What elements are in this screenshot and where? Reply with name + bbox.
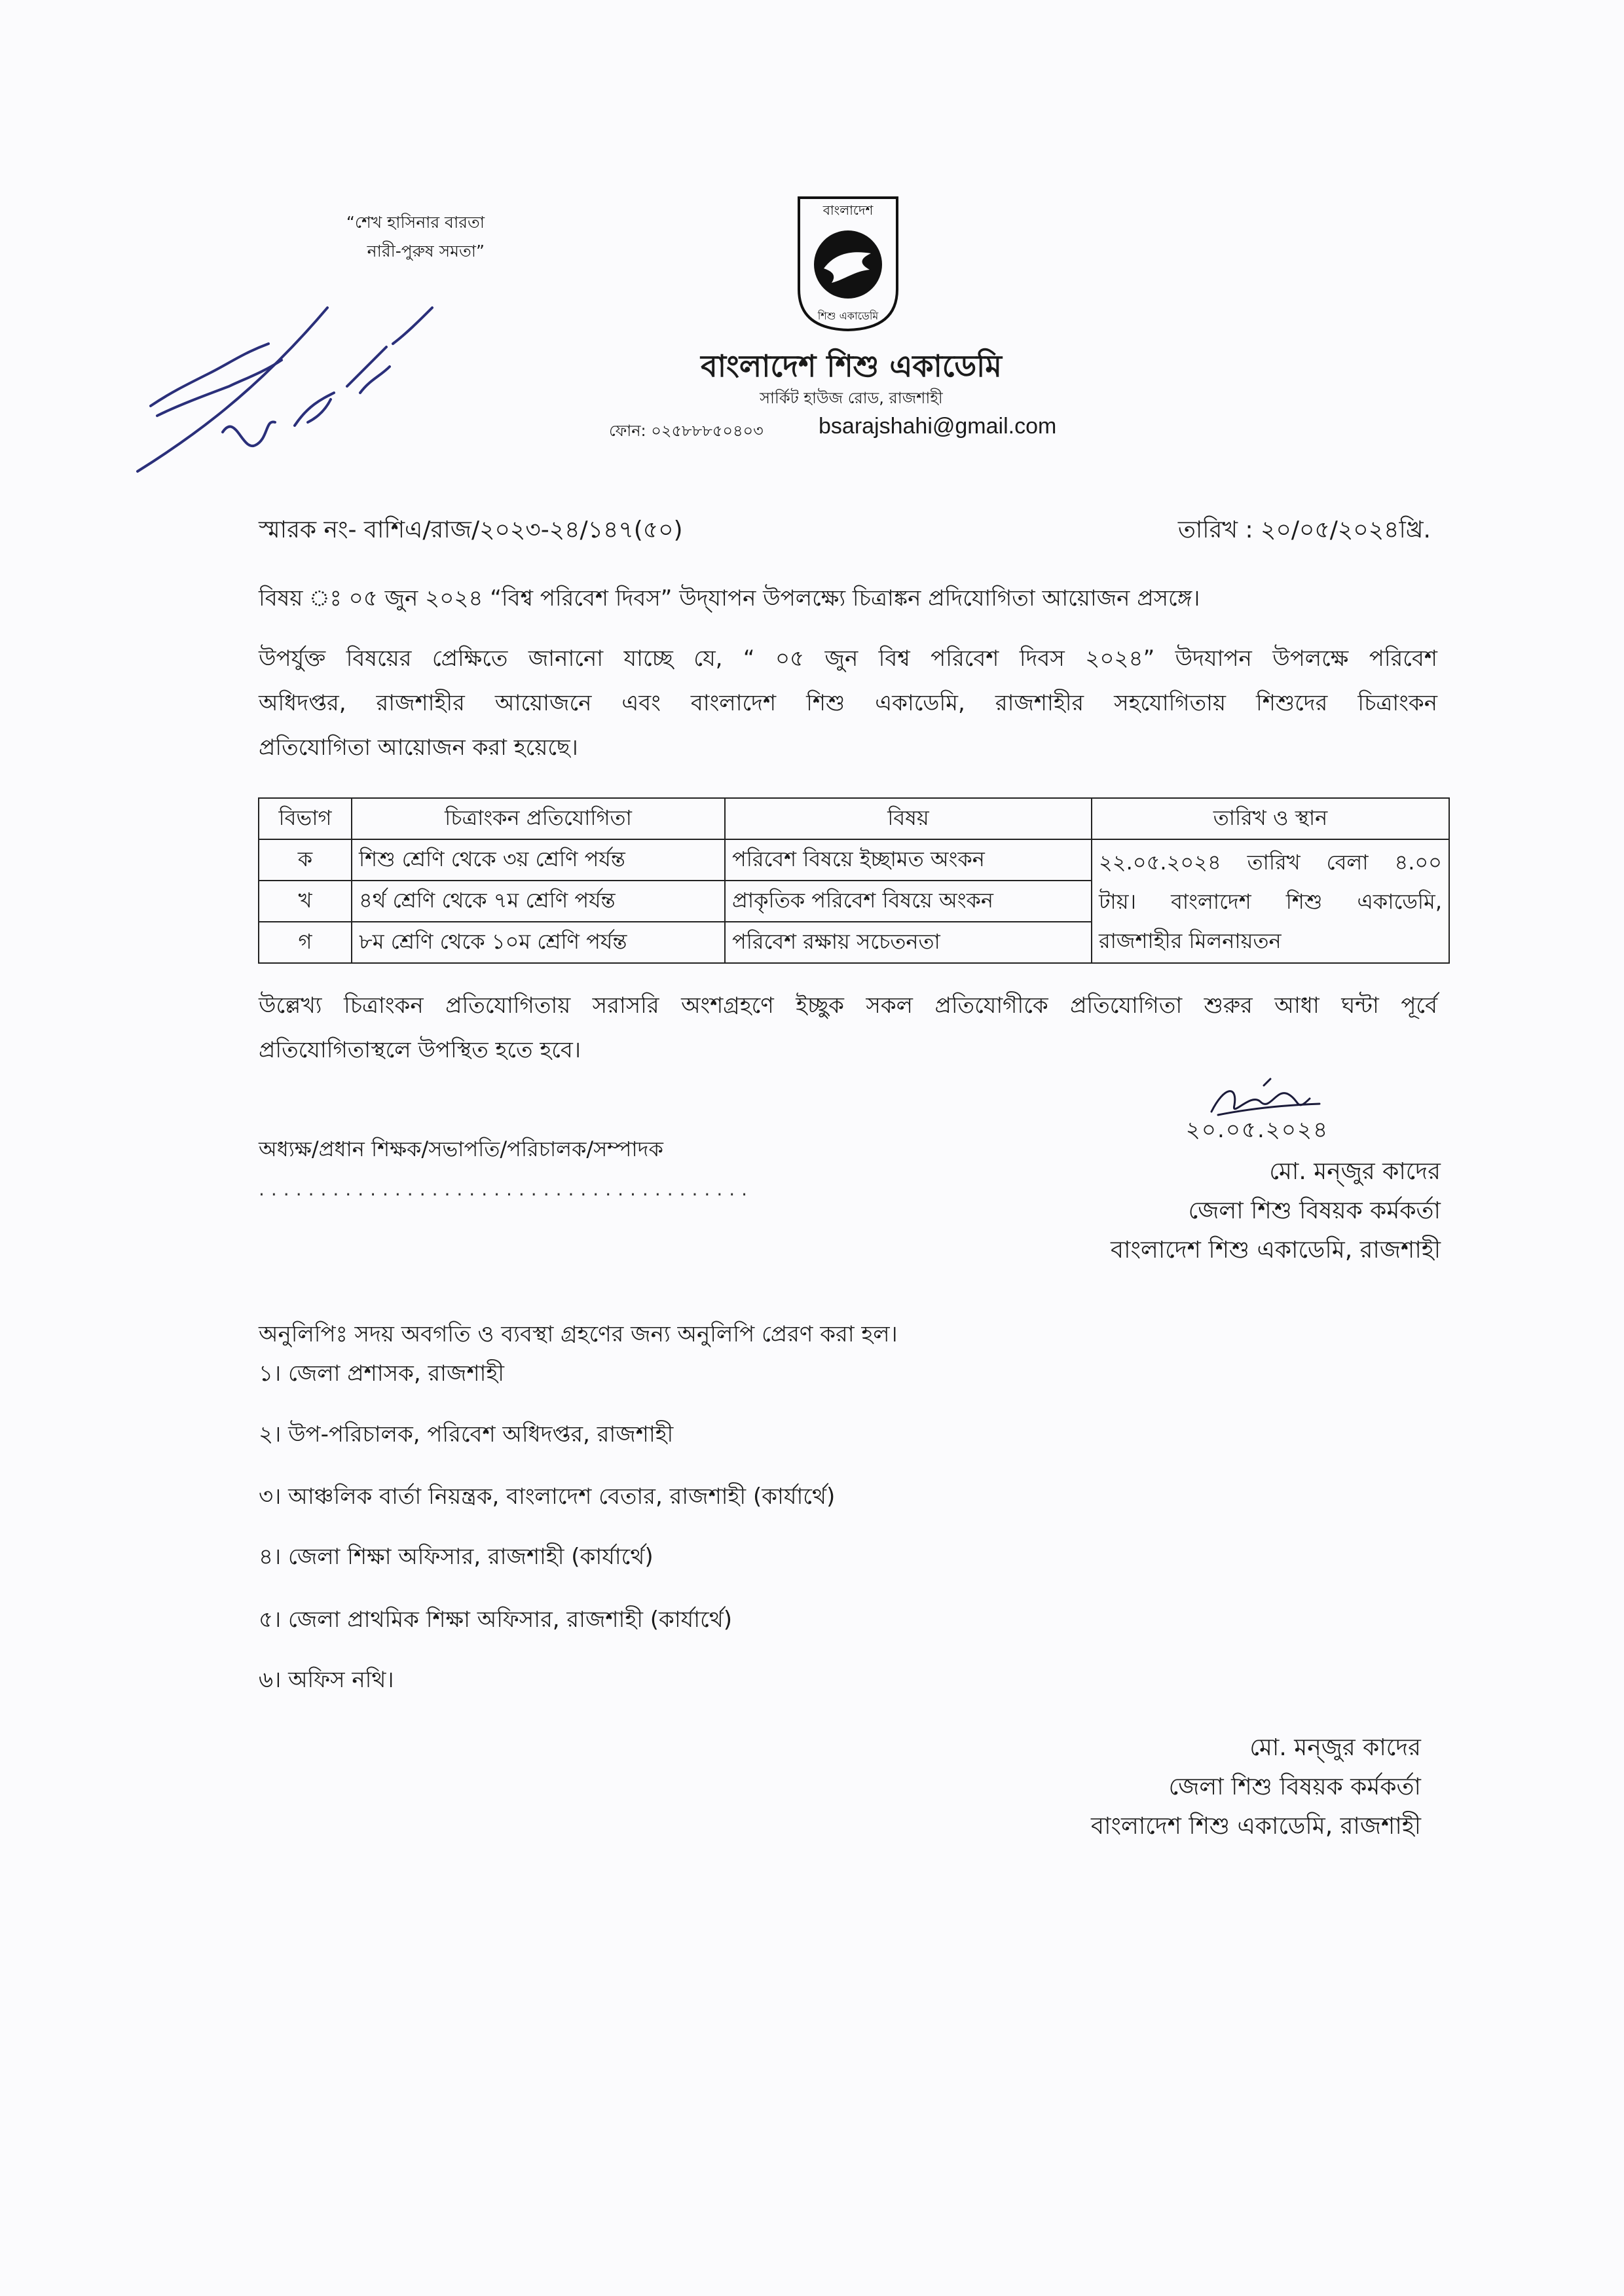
table-header-row: [259, 798, 1449, 839]
body-line-3: প্রতিযোগিতা আয়োজন করা হয়েছে।: [259, 735, 578, 761]
slogan: [288, 208, 485, 266]
note-line-2: প্রতিযোগিতাস্থলে উপস্থিত হতে হবে।: [259, 1037, 581, 1063]
header-competition: চিত্রাংকন প্রতিযোগিতা: [352, 798, 725, 839]
organization-name: বাংলাদেশ শিশু একাডেমি: [701, 348, 1002, 384]
cc-item-2: ২। উপ-পরিচালক, পরিবেশ অধিদপ্তর, রাজশাহী: [259, 1421, 674, 1448]
cell-division: গ: [259, 922, 352, 963]
cc-heading: অনুলিপিঃ সদয় অবগতি ও ব্যবস্থা গ্রহণের জন্য অনুলিপি প্রেরণ করা হল।: [259, 1321, 898, 1347]
logo-text-bottom: শিশু একাডেমি: [817, 310, 879, 322]
signature-date: ২০.০৫.২০২৪: [1185, 1117, 1329, 1143]
cc-item-5: ৫। জেলা প্রাথমিক শিক্ষা অফিসার, রাজশাহী (কার্যার্থে): [259, 1607, 733, 1633]
cc-item-4: ৪। জেলা শিক্ষা অফিসার, রাজশাহী (কার্যার্থে): [259, 1544, 654, 1570]
logo-text-top: বাংলাদেশ: [822, 202, 874, 218]
signatory-designation: জেলা শিশু বিষয়ক কর্মকর্তা: [1188, 1197, 1441, 1224]
cell-date-venue: [1092, 839, 1449, 963]
body-line-2: অধিদপ্তর, রাজশাহীর আয়োজনে এবং বাংলাদেশ শিশু একাডেমি, রাজশাহীর সহযোগিতায় শিশুদের চিত্রাংকন: [259, 690, 1437, 716]
memo-number: স্মারক নং- বাশিএ/রাজ/২০২৩-২৪/১৪৭(৫০): [259, 517, 683, 543]
handwritten-note-mark: [111, 282, 452, 498]
subject-line: বিষয় ঃ ০৫ জুন ২০২৪ “বিশ্ব পরিবেশ দিবস” উদ্‌যাপন উপলক্ষ্যে চিত্রাঙ্কন প্রদিযোগিতা আয়োজন প্রসঙ্গে।: [259, 585, 1200, 611]
slogan-line-1: “শেখ হাসিনার বারতা: [346, 213, 485, 232]
signatory-name: মো. মন্‌জুর কাদের: [1249, 1734, 1421, 1761]
cell-topic: প্রাকৃতিক পরিবেশ বিষয়ে অংকন: [725, 881, 1092, 922]
cc-item-3: ৩। আঞ্চলিক বার্তা নিয়ন্ত্রক, বাংলাদেশ বেতার, রাজশাহী (কার্যার্থে): [259, 1484, 836, 1510]
note-line-1: উল্লেখ্য চিত্রাংকন প্রতিযোগিতায় সরাসরি অংশগ্রহণে ইচ্ছুক সকল প্রতিযোগীকে প্রতিযোগিতা শুরুর আধা ঘন্টা পূর্বে: [259, 993, 1437, 1019]
organization-address: সার্কিট হাউজ রোড, রাজশাহী: [760, 389, 943, 407]
cell-competition: ৮ম শ্রেণি থেকে ১০ম শ্রেণি পর্যন্ত: [352, 922, 725, 963]
signatory-designation: জেলা শিশু বিষয়ক কর্মকর্তা: [1168, 1774, 1421, 1800]
signatory-office: বাংলাদেশ শিশু একাডেমি, রাজশাহী: [1091, 1813, 1421, 1840]
header-division: বিভাগ: [259, 798, 352, 839]
cc-item-6: ৬। অফিস নথি।: [259, 1667, 394, 1693]
cc-item-1: ১। জেলা প্রশাসক, রাজশাহী: [259, 1360, 505, 1387]
organization-email: bsarajshahi@gmail.com: [819, 414, 1057, 439]
cell-competition: ৪র্থ শ্রেণি থেকে ৭ম শ্রেণি পর্যন্ত: [352, 881, 725, 922]
table-row: [259, 839, 1449, 881]
signatory-office: বাংলাদেশ শিশু একাডেমি, রাজশাহী: [1111, 1237, 1441, 1264]
dotted-fill-line: ........................................: [259, 1178, 754, 1200]
cell-division: খ: [259, 881, 352, 922]
cell-competition: শিশু শ্রেণি থেকে ৩য় শ্রেণি পর্যন্ত: [352, 839, 725, 881]
header-topic: বিষয়: [725, 798, 1092, 839]
slogan-line-2: নারী-পুরুষ সমতা”: [367, 242, 485, 261]
signature-block-1: [982, 1152, 1441, 1270]
organization-phone: ফোন: ০২৫৮৮৮৫০৪০৩: [609, 422, 764, 440]
venue-line-3: রাজশাহীর মিলনায়তন: [1099, 928, 1282, 953]
header-date-venue: তারিখ ও স্থান: [1092, 798, 1449, 839]
body-line-1: উপর্যুক্ত বিষয়ের প্রেক্ষিতে জানানো যাচ্ছে যে, “ ০৫ জুন বিশ্ব পরিবেশ দিবস ২০২৪” উদযাপন উপলক্ষে পরিবেশ: [259, 646, 1437, 672]
cell-topic: পরিবেশ রক্ষায় সচেতনতা: [725, 922, 1092, 963]
venue-line-1: ২২.০৫.২০২৪ তারিখ বেলা ৪.০০: [1099, 849, 1442, 875]
cell-topic: পরিবেশ বিষয়ে ইচ্ছামত অংকন: [725, 839, 1092, 881]
note-paragraph: [259, 983, 1437, 1072]
signature-block-2: [963, 1728, 1421, 1846]
venue-line-2: টায়। বাংলাদেশ শিশু একাডেমি,: [1099, 888, 1442, 914]
recipient-line: অধ্যক্ষ/প্রধান শিক্ষক/সভাপতি/পরিচালক/সম্পাদক: [259, 1137, 663, 1161]
signatory-name: মো. মন্‌জুর কাদের: [1269, 1158, 1441, 1185]
letter-date: তারিখ : ২০/০৫/২০২৪খ্রি.: [1177, 517, 1431, 543]
competition-table: [258, 797, 1450, 964]
academy-logo: [792, 191, 904, 335]
cell-division: ক: [259, 839, 352, 881]
body-paragraph: [259, 636, 1437, 770]
